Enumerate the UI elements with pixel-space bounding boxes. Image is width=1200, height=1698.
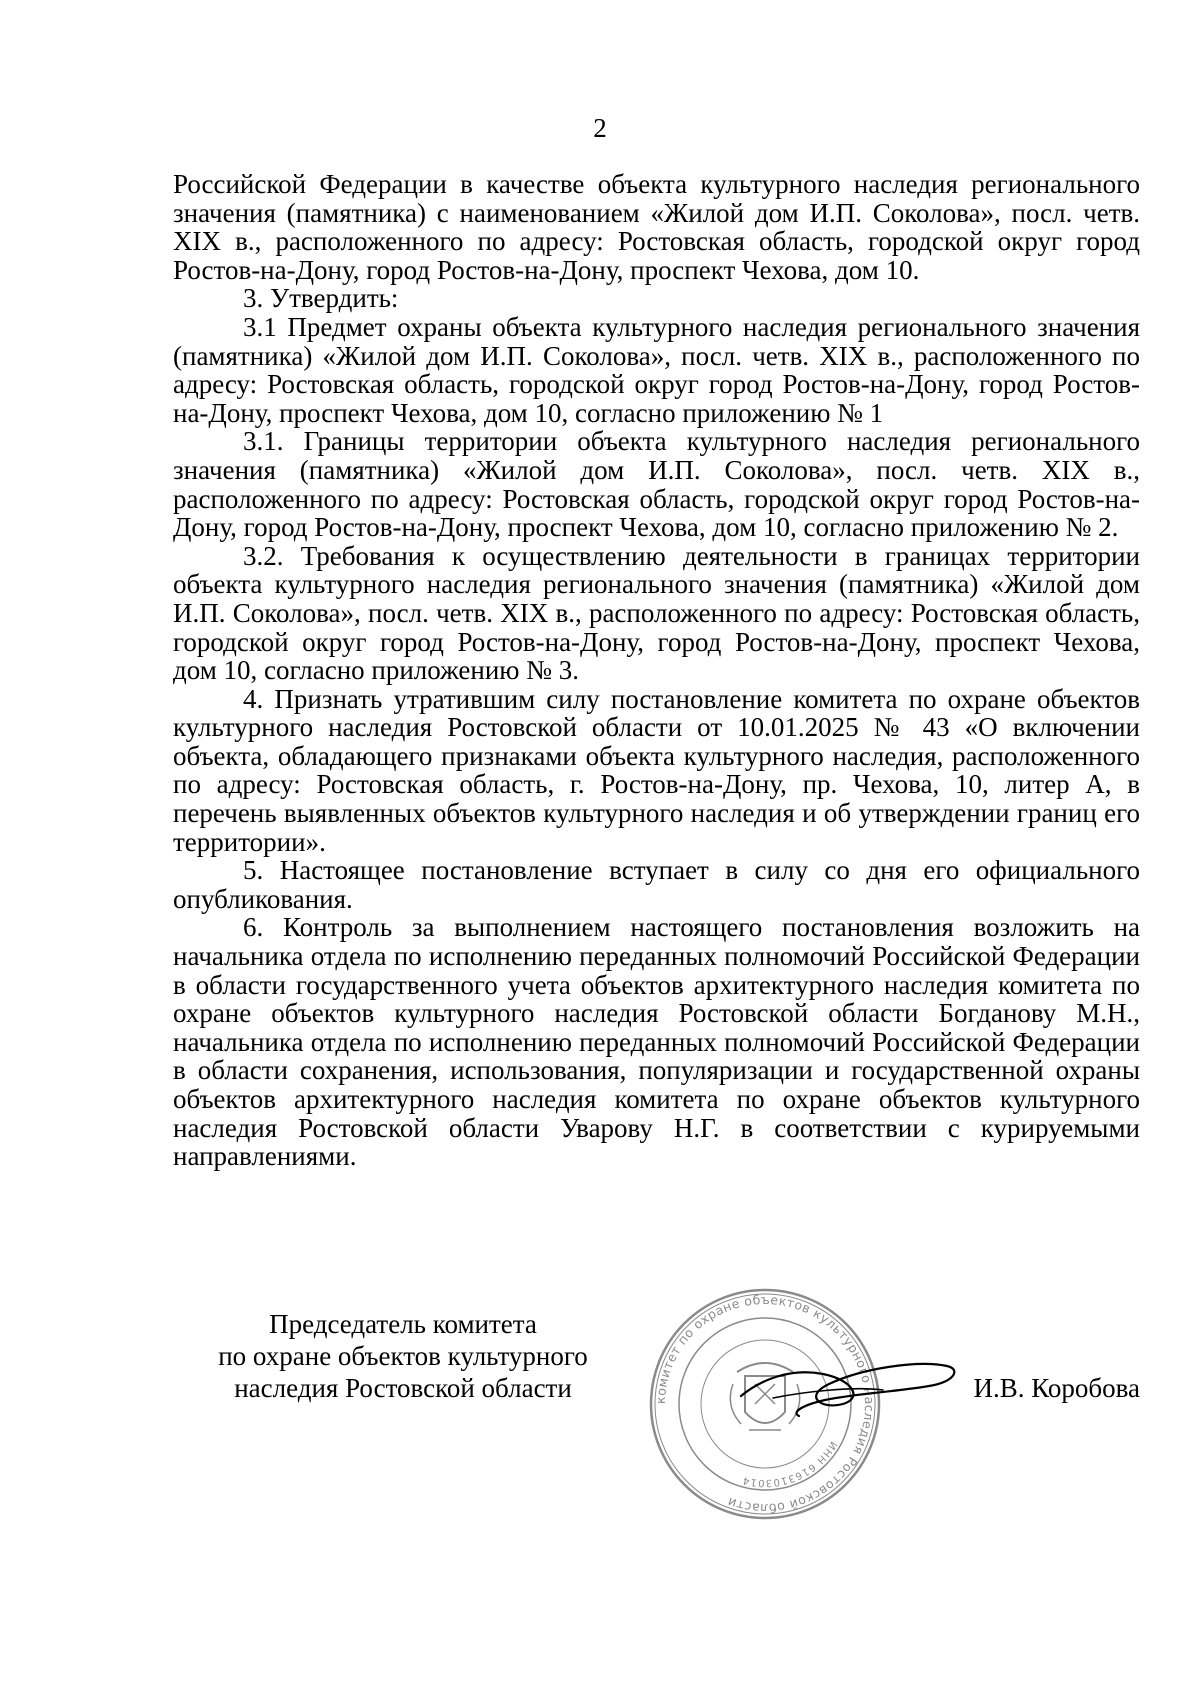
- signer-name: И.В. Коробова: [973, 1373, 1140, 1403]
- paragraph-item-6-control: 6. Контроль за выполнением настоящего постановления возложить на начальника отдела по исполнению переданных полномочий Российской Федерации в области государственного учета объектов архитектурного наследия комитета по охране объектов культурного наследия Ростовской области Богданову М.Н., начальника отдела по исполнению переданных полномочий Российской Федерации в области сохранения, использования, популяризации и государственной охраны объектов архитектурного наследия комитета по охране объектов культурного наследия Ростовской области Уварову Н.Г. в соответствии с курируемыми направлениями.: [173, 912, 1140, 1172]
- paragraph-item-3-1-territory-borders: 3.1. Границы территории объекта культурного наследия регионального значения (памятника) «Жилой дом И.П. Соколова», посл. четв. XIX в., расположенного по адресу: Ростовская область, городской округ город Ростов-на-Дону, город Ростов-на-Дону, проспект Чехова, дом 10, согласно приложению № 2.: [173, 426, 1140, 543]
- document-body: [173, 170, 1140, 1171]
- signer-position-line: Председатель комитета: [269, 1309, 537, 1339]
- paragraph-item-3: 3. Утвердить:: [243, 283, 399, 314]
- seal-outer-text: комитет по охране объектов культурного наследия Ростовской области: [652, 1291, 878, 1517]
- signer-position-line: по охране объектов культурного: [218, 1341, 588, 1371]
- signer-position-line: наследия Ростовской области: [234, 1373, 572, 1403]
- signature-block: [173, 1291, 1140, 1528]
- handwritten-signature-icon: [733, 1338, 963, 1428]
- paragraph-item-4-repeal: 4. Признать утратившим силу постановление комитета по охране объектов культурного наследия Ростовской области от 10.01.2025 № 43 «О включении объекта, обладающего признаками объекта культурного наследия, расположенного по адресу: Ростовская область, г. Ростов-на-Дону, пр. Чехова, 10, литер А, в перечень выявленных объектов культурного наследия и об утверждении границ его территории».: [173, 683, 1140, 857]
- page-number: 2: [593, 113, 607, 143]
- paragraph-item-3-1-protection-subject: 3.1 Предмет охраны объекта культурного наследия регионального значения (памятника) «Жилой дом И.П. Соколова», посл. четв. XIX в., расположенного по адресу: Ростовская область, городской округ город Ростов-на-Дону, город Ростов-на-Дону, проспект Чехова, дом 10, согласно приложению № 1: [173, 311, 1140, 428]
- paragraph-item-3-2-requirements: 3.2. Требования к осуществлению деятельности в границах территории объекта культурного наследия регионального значения (памятника) «Жилой дом И.П. Соколова», посл. четв. XIX в., расположенного по адресу: Ростовская область, городской округ город Ростов-на-Дону, город Ростов-на-Дону, проспект Чехова, дом 10, согласно приложению № 3.: [173, 540, 1140, 686]
- paragraph-continuation: Российской Федерации в качестве объекта культурного наследия регионального значения (памятника) с наименованием «Жилой дом И.П. Соколова», посл. четв. XIX в., расположенного по адресу: Ростовская область, городской округ город Ростов-на-Дону, город Ростов-на-Дону, проспект Чехова, дом 10.: [173, 169, 1140, 285]
- signer-position: [173, 1308, 633, 1404]
- seal-inner-text: ИНН 6163103014: [740, 1439, 839, 1489]
- paragraph-item-5-entry-into-force: 5. Настоящее постановление вступает в силу со дня его официального опубликования.: [173, 855, 1140, 914]
